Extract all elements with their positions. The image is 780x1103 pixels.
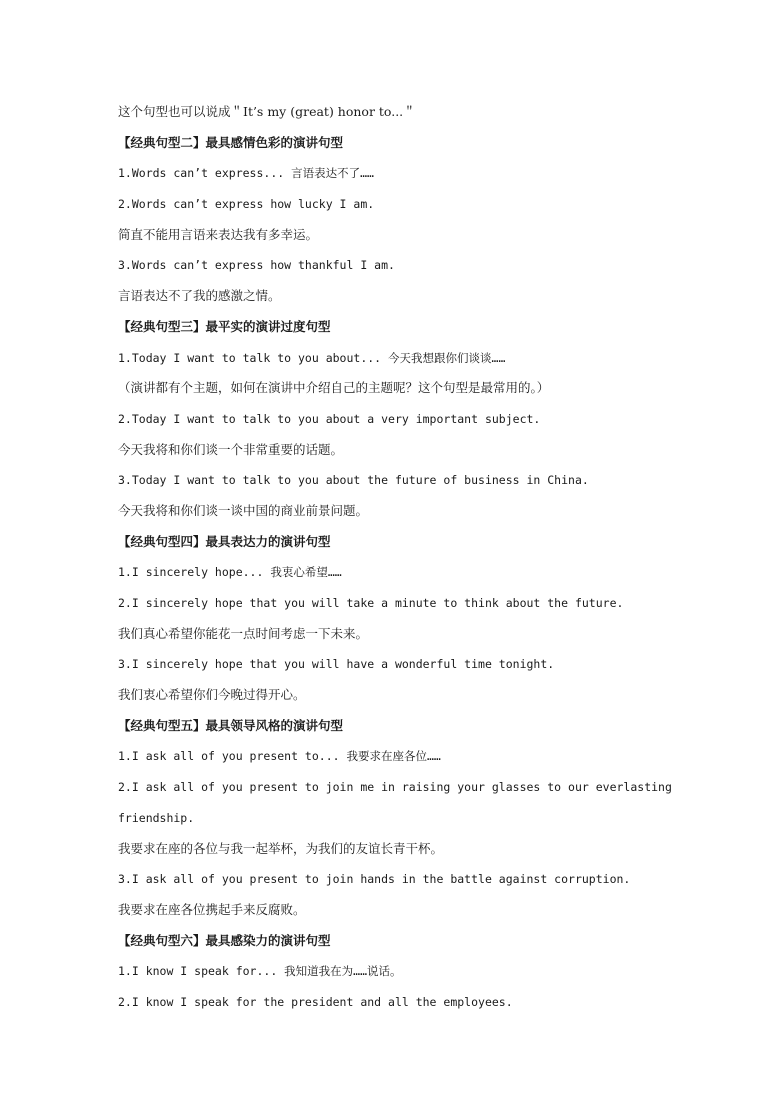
example-sentence: 1.I sincerely hope... 我衷心希望……: [118, 565, 342, 580]
example-sentence: 2.I know I speak for the president and all the employees.: [118, 994, 513, 1009]
example-sentence: 2.I sincerely hope that you will take a minute to think about the future.: [118, 596, 624, 610]
example-sentence: 2.Words can’t express how lucky I am.: [118, 197, 375, 212]
example-sentence: 1.Today I want to talk to you about... 今天我想跟你们谈谈……: [118, 350, 506, 365]
translation-line: 我们衷心希望你们今晚过得开心。: [118, 687, 306, 703]
translation-line: 我要求在座各位携起手来反腐败。: [118, 901, 306, 917]
translation-line: 我要求在座的各位与我一起举杯，为我们的友谊长青干杯。: [118, 840, 444, 856]
example-sentence: 2.Today I want to talk to you about a very important subject.: [118, 411, 541, 426]
section-heading: 【经典句型五】最具领导风格的演讲句型: [118, 717, 344, 733]
example-sentence: 1.Words can’t express... 言语表达不了……: [118, 166, 374, 181]
section-heading: 【经典句型六】最具感染力的演讲句型: [118, 932, 331, 948]
section-heading: 【经典句型四】最具表达力的演讲句型: [118, 533, 331, 549]
example-sentence: 3.I sincerely hope that you will have a wonderful time tonight.: [118, 657, 555, 672]
translation-line: 简直不能用言语来表达我有多幸运。: [118, 226, 319, 242]
example-sentence: 2.I ask all of you present to join me in raising your glasses to our everlasting: [118, 780, 672, 795]
example-sentence-continued: friendship.: [118, 810, 195, 825]
example-sentence: 1.I know I speak for... 我知道我在为……说话。: [118, 964, 402, 979]
translation-line: 今天我将和你们谈一谈中国的商业前景问题。: [118, 502, 369, 518]
document-body: [118, 97, 678, 1018]
translation-line: 今天我将和你们谈一个非常重要的话题。: [118, 441, 344, 457]
text-line: 这个句型也可以说成＂It’s my (great) honor to...＂: [118, 104, 416, 119]
section-heading: 【经典句型三】最平实的演讲过度句型: [118, 318, 331, 334]
translation-line: 我们真心希望你能花一点时间考虑一下未来。: [118, 625, 369, 641]
section-heading: 【经典句型二】最具感情色彩的演讲句型: [118, 134, 344, 150]
example-sentence: 3.Today I want to talk to you about the future of business in China.: [118, 473, 589, 488]
example-sentence: 3.I ask all of you present to join hands in the battle against corruption.: [118, 872, 631, 887]
note-line: （演讲都有个主题，如何在演讲中介绍自己的主题呢？这个句型是最常用的。）: [118, 380, 550, 396]
translation-line: 言语表达不了我的感激之情。: [118, 288, 281, 304]
example-sentence: 3.Words can’t express how thankful I am.: [118, 258, 395, 273]
example-sentence: 1.I ask all of you present to... 我要求在座各位……: [118, 749, 441, 764]
